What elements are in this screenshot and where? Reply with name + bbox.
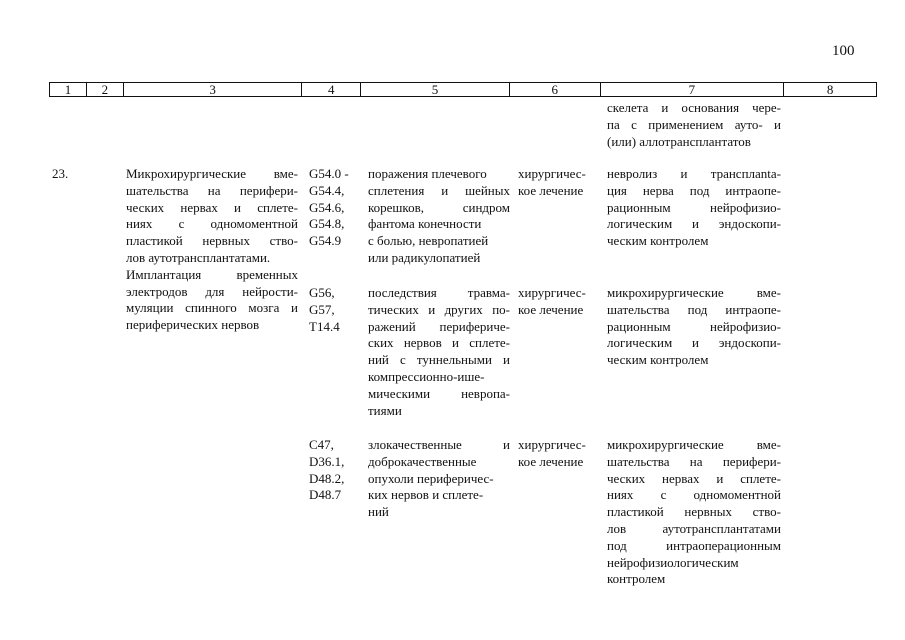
header-col-3: 3 [124, 83, 303, 96]
treatment-method-1: невролиз и трансплanta- ция нерва под интраопе- рационным нейрофизио- логическим и эндоскопи- ческим контролем [607, 166, 781, 249]
header-col-6: 6 [510, 83, 601, 96]
treatment-type-3: хирургичес- кое лечение [518, 437, 586, 469]
header-col-2: 2 [87, 83, 124, 96]
icd-codes-1: G54.0 - G54.4, G54.6, G54.8, G54.9 [309, 166, 349, 249]
header-col-5: 5 [361, 83, 510, 96]
header-col-4: 4 [302, 83, 361, 96]
treatment-method-3: микрохирургические вме- шательства на перифери- ческих нервах и сплете- ниях с одномоментной пластикой нервных ство- лов аутотрансплантатами под интраоперационным нейрофизиологическим контролем [607, 437, 781, 587]
treatment-type-1: хирургичес- кое лечение [518, 166, 586, 198]
header-col-8: 8 [826, 82, 834, 97]
page-number: 100 [832, 43, 855, 59]
header-col-7: 7 [601, 83, 785, 96]
row-number: 23. [52, 166, 69, 181]
intervention-name: Микрохирургические вме- шательства на перифери- ческих нервах и сплете- ниях с одномоментной пластикой нервных ство- лов аутотрансплантатами. Имплантация временных электродов для нейрости- муляции спинного мозга и периферических нервов [126, 166, 298, 333]
treatment-type-2: хирургичес- кое лечение [518, 285, 586, 317]
continuation-method-text: скелета и основания чере- па с применением ауто- и (или) аллотрансплантатов [607, 100, 781, 149]
treatment-method-2: микрохирургические вме- шательства под интраопе- рационным нейрофизио- логическим и эндоскопи- ческим контролем [607, 285, 781, 368]
patient-model-2: последствия травма- тических и других по- ражений перифериче- ских нервов и сплете- ний с туннельными и компрессионно-ише- мическими невропа- тиями [368, 285, 510, 418]
patient-model-1: поражения плечевого сплетения и шейных корешков, синдром фантома конечности с болью, невропатией или радикулопатией [368, 166, 510, 265]
column-number-header [49, 82, 877, 97]
header-col-1: 1 [50, 83, 87, 96]
icd-codes-2: G56, G57, T14.4 [309, 285, 340, 334]
patient-model-3: злокачественные и доброкачественные опухоли периферичес- ких нервов и сплете- ний [368, 437, 510, 520]
icd-codes-3: C47, D36.1, D48.2, D48.7 [309, 437, 345, 503]
